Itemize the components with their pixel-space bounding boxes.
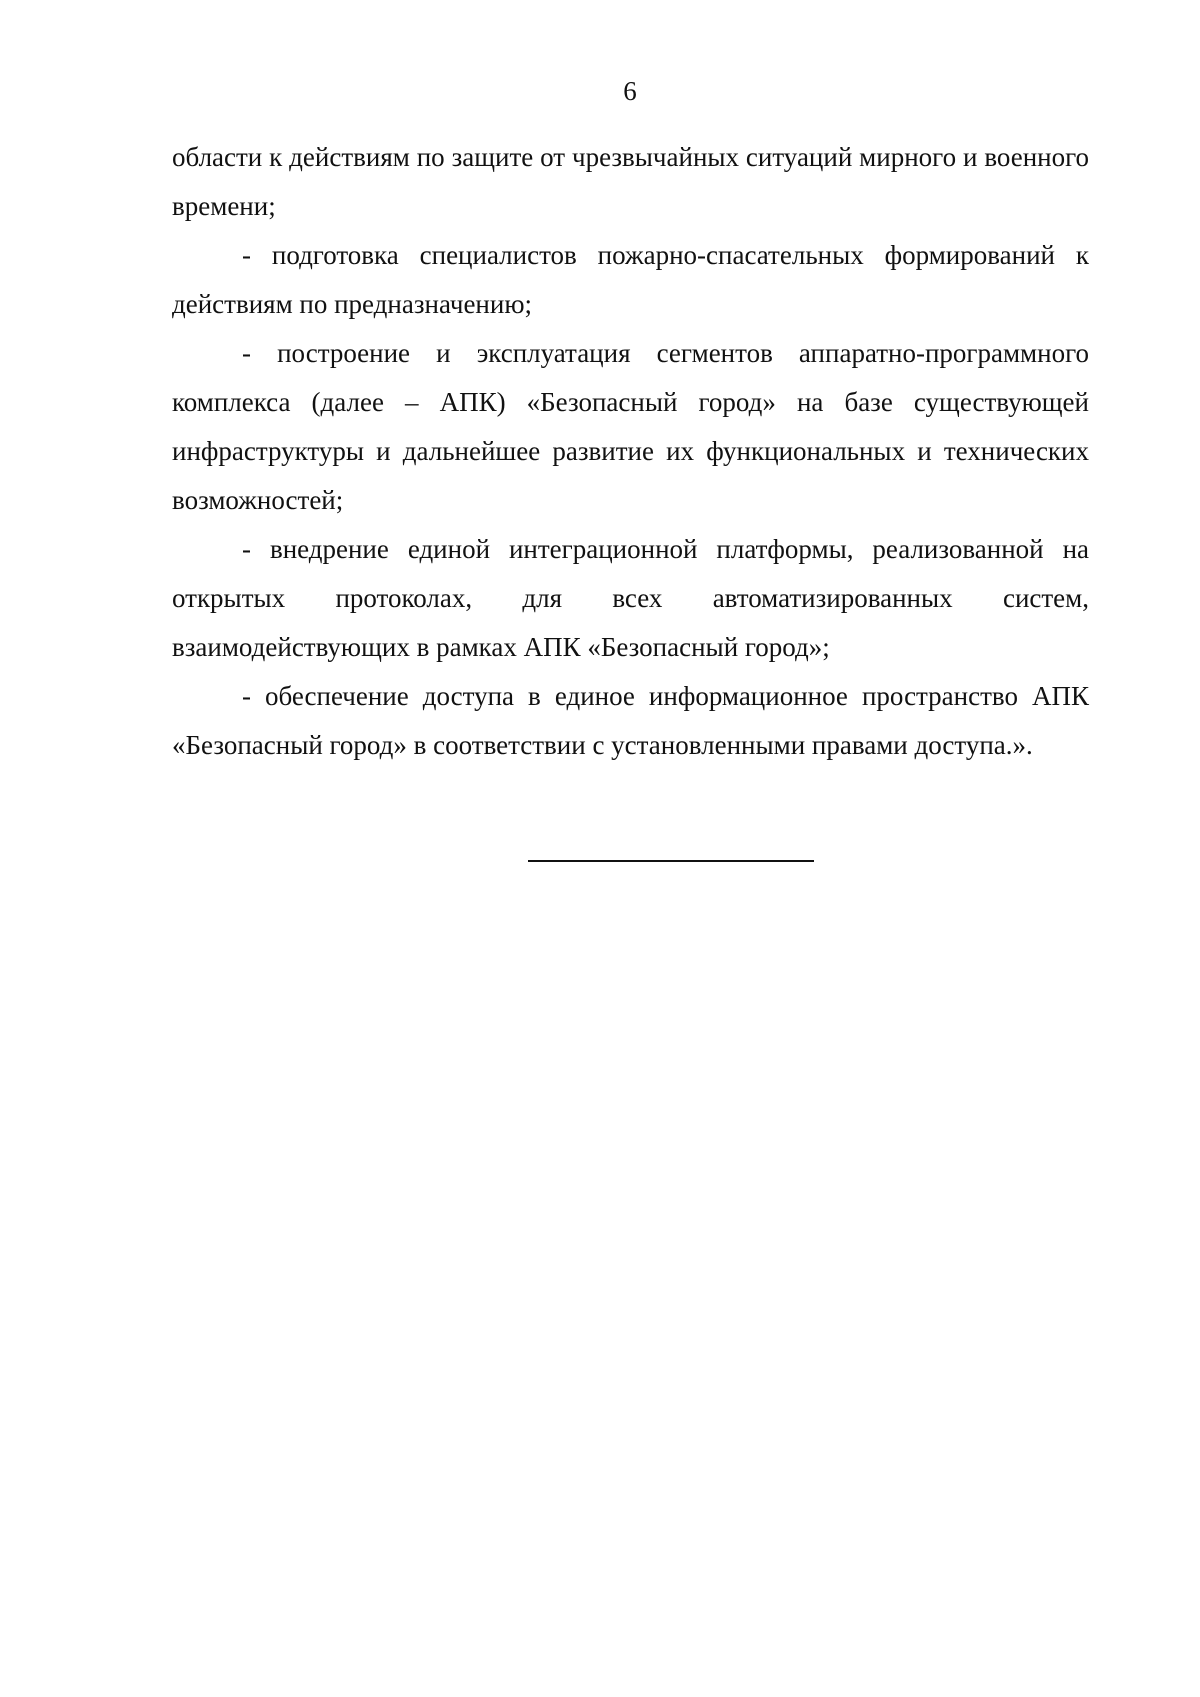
- list-item-apk-segments: - построение и эксплуатация сегментов аппаратно-программного комплекса (далее – АПК) «Безопасный город» на базе существующей инфраструктуры и дальнейшее развитие их функциональных и технических возможностей;: [172, 338, 1089, 515]
- list-item-information-access: - обеспечение доступа в единое информационное пространство АПК «Безопасный город» в соответствии с установленными правами доступа.».: [172, 681, 1089, 760]
- closing-divider: [528, 860, 814, 862]
- list-item-specialist-training: - подготовка специалистов пожарно-спасательных формирований к действиям по предназначению;: [172, 240, 1089, 319]
- list-item-integration-platform: - внедрение единой интеграционной платформы, реализованной на открытых протоколах, для всех автоматизированных систем, взаимодействующих в рамках АПК «Безопасный город»;: [172, 534, 1089, 662]
- paragraph-continuation: области к действиям по защите от чрезвычайных ситуаций мирного и военного времени;: [172, 142, 1089, 221]
- document-body: [172, 133, 1089, 770]
- page-number: 6: [623, 76, 637, 106]
